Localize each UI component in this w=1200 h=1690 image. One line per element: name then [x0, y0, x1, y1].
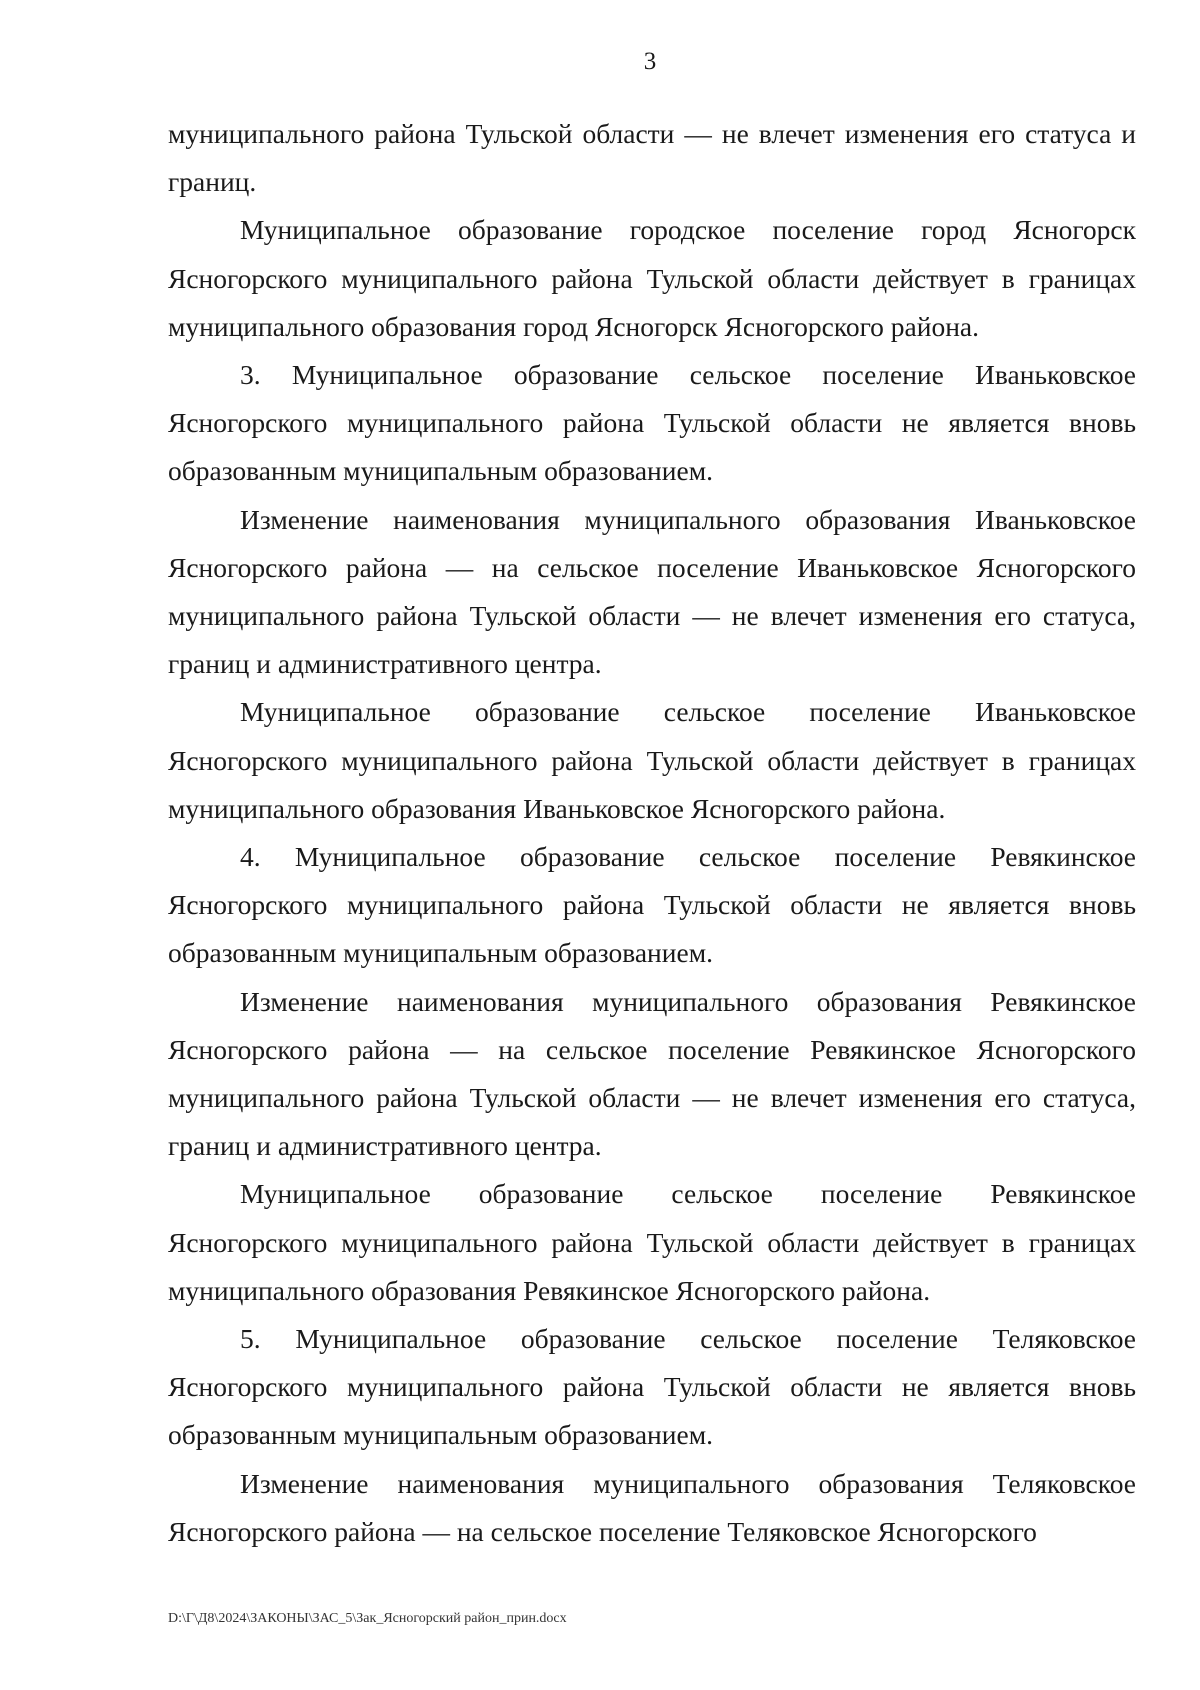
paragraph-5: Муниципальное образование сельское поселение Иваньковское Ясногорского муниципального района Тульской области действует в границах муниципального образования Иваньковское Ясногорского района. — [168, 696, 1136, 824]
document-body — [168, 110, 1136, 1556]
page-number: 3 — [643, 48, 657, 75]
paragraph-3: 3. Муниципальное образование сельское поселение Иваньковское Ясногорского муниципального района Тульской области не является вновь образованным муниципальным образованием. — [168, 359, 1136, 487]
paragraph-8: Муниципальное образование сельское поселение Ревякинское Ясногорского муниципального района Тульской области действует в границах муниципального образования Ревякинское Ясногорского района. — [168, 1178, 1136, 1306]
paragraph-4: Изменение наименования муниципального образования Иваньковское Ясногорского района — на сельское поселение Иваньковское Ясногорского муниципального района Тульской области — не влечет изменения его статуса, границ и административного центра. — [168, 503, 1136, 680]
paragraph-7: Изменение наименования муниципального образования Ревякинское Ясногорского района — на сельское поселение Ревякинское Ясногорского муниципального района Тульской области — не влечет изменения его статуса, границ и административного центра. — [168, 985, 1136, 1162]
footer-file-path: D:\Г\Д8\2024\ЗАКОНЫ\ЗАС_5\Зак_Ясногорский район_прин.docx — [168, 1611, 567, 1626]
paragraph-1: муниципального района Тульской области — не влечет изменения его статуса и границ. — [168, 118, 1136, 198]
paragraph-10: Изменение наименования муниципального образования Теляковское Ясногорского района — на сельское поселение Теляковское Ясногорского — [168, 1467, 1136, 1547]
paragraph-6: 4. Муниципальное образование сельское поселение Ревякинское Ясногорского муниципального района Тульской области не является вновь образованным муниципальным образованием. — [168, 841, 1136, 969]
paragraph-9: 5. Муниципальное образование сельское поселение Теляковское Ясногорского муниципального района Тульской области не является вновь образованным муниципальным образованием. — [168, 1323, 1136, 1451]
paragraph-2: Муниципальное образование городское поселение город Ясногорск Ясногорского муниципального района Тульской области действует в границах муниципального образования город Ясногорск Ясногорского района. — [168, 214, 1136, 342]
